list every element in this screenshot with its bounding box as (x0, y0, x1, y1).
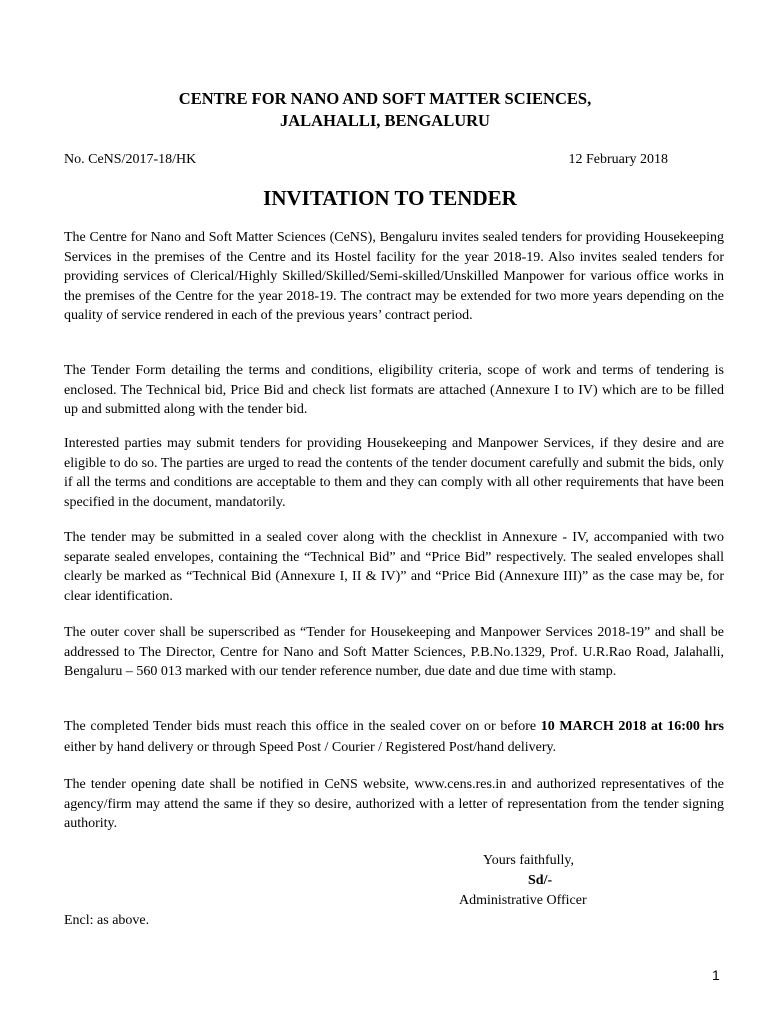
document-date: 12 February 2018 (568, 152, 668, 167)
signature-mark: Sd/- (528, 873, 553, 888)
paragraph-submission: The tender may be submitted in a sealed cover along with the checklist in Annexure - IV, accompanied with two separate sealed envelopes, containing the “Technical Bid” and “Price Bid” respectively. The sealed envelopes shall clearly be marked as “Technical Bid (Annexure I, II & IV)” and “Price Bid (Annexure III)” as the case may be, for clear identification. (64, 530, 724, 604)
institution-title: CENTRE FOR NANO AND SOFT MATTER SCIENCES, (178, 89, 592, 108)
enclosure-note: Encl: as above. (64, 913, 150, 928)
paragraph-tender-form: The Tender Form detailing the terms and conditions, eligibility criteria, scope of work and terms of tendering is enclosed. The Technical bid, Price Bid and check list formats are attached (Annexure I to IV) which are to be filled up and submitted along with the tender bid. (64, 363, 724, 417)
deadline-text-after: either by hand delivery or through Speed Post / Courier / Registered Post/hand delivery. (64, 740, 557, 755)
page-number: 1 (712, 967, 720, 983)
closing-salutation: Yours faithfully, (483, 853, 575, 868)
paragraph-outer-cover: The outer cover shall be superscribed as “Tender for Housekeeping and Manpower Services 2018-19” and shall be addressed to The Director, Centre for Nano and Soft Matter Sciences, P.B.No.1329, Prof. U.R.Rao Road, Jalahalli, Bengaluru – 560 013 marked with our tender reference number, due date and due time with stamp. (64, 625, 724, 679)
deadline-date: 10 MARCH 2018 at 16:00 hrs (540, 719, 724, 734)
signatory-designation: Administrative Officer (459, 893, 587, 908)
paragraph-opening-date: The tender opening date shall be notified in CeNS website, www.cens.res.in and authorized representatives of the agency/firm may attend the same if they so desire, authorized with a letter of representation from the tender signing authority. (64, 777, 724, 831)
reference-line (64, 150, 668, 170)
institution-location: JALAHALLI, BENGALURU (280, 111, 490, 130)
deadline-text-before: The completed Tender bids must reach this office in the sealed cover on or before (64, 719, 541, 734)
paragraph-invitation: The Centre for Nano and Soft Matter Sciences (CeNS), Bengaluru invites sealed tenders for providing Housekeeping Services in the premises of the Centre and its Hostel facility for the year 2018-19. Also invites sealed tenders for providing services of Clerical/Highly Skilled/Skilled/Semi-skilled/Unskilled Manpower for various office works in the premises of the Centre for the year 2018-19. The contract may be extended for two more years depending on the quality of service rendered in each of the previous years’ contract period. (64, 230, 724, 323)
paragraph-deadline (64, 716, 724, 758)
reference-number: No. CeNS/2017-18/HK (64, 152, 197, 167)
paragraph-interested-parties: Interested parties may submit tenders for providing Housekeeping and Manpower Services, if they desire and are eligible to do so. The parties are urged to read the contents of the tender document carefully and submit the bids, only if all the terms and conditions are acceptable to them and they can comply with all other requirements that have been specified in the document, mandatorily. (64, 436, 724, 510)
document-heading: INVITATION TO TENDER (263, 186, 517, 210)
